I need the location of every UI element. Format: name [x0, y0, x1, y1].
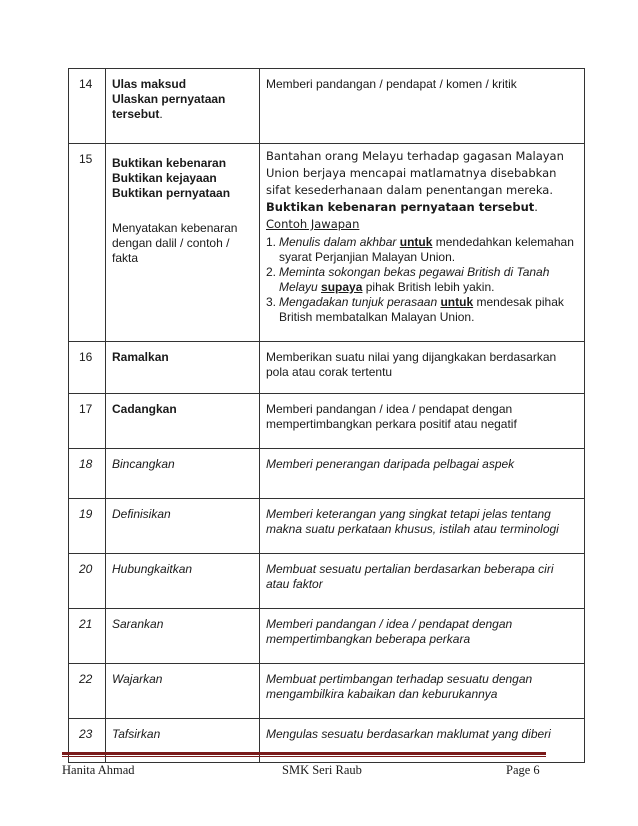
table-row [69, 449, 585, 499]
term-cell [106, 69, 260, 144]
row-number: 14 [69, 69, 106, 144]
list-item: 2. Meminta sokongan bekas pegawai British di Tanah Melayu supaya pihak British lebih yakin. [266, 265, 550, 294]
term-line: Buktikan kejayaan [112, 171, 217, 185]
meaning-cell: Memberi keterangan yang singkat tetapi jelas tentang makna suatu perkataan khusus, istilah atau terminologi [260, 499, 585, 554]
meaning-cell: Membuat sesuatu pertalian berdasarkan beberapa ciri atau faktor [260, 554, 585, 609]
term-cell: Wajarkan [106, 664, 260, 719]
term-line: Ulaskan pernyataan [112, 92, 226, 106]
term-cell: Sarankan [106, 609, 260, 664]
table-row [69, 664, 585, 719]
list-item: 3. Mengadakan tunjuk perasaan untuk mendesak pihak British membatalkan Malayan Union. [266, 295, 564, 324]
term-cell: Bincangkan [106, 449, 260, 499]
meaning-cell: Membuat pertimbangan terhadap sesuatu dengan mengambilkira kabaikan dan keburukannya [260, 664, 585, 719]
footer-page-number: Page 6 [506, 763, 540, 777]
table-row [69, 394, 585, 449]
row-number: 20 [69, 554, 106, 609]
meaning-cell: Memberikan suatu nilai yang dijangkakan berdasarkan pola atau corak tertentu [260, 342, 585, 394]
term-cell: Definisikan [106, 499, 260, 554]
term-cell: Tafsirkan [106, 719, 260, 763]
question-text: Bantahan orang Melayu terhadap gagasan Malayan Union berjaya mencapai matlamatnya disebabkan sifat kesederhanaan dalam penentangan mereka. Buktikan kebenaran pernyataan tersebut. [266, 149, 564, 214]
row-number: 22 [69, 664, 106, 719]
meaning-cell [260, 144, 585, 342]
term-cell [106, 144, 260, 342]
term-line: Buktikan pernyataan [112, 186, 231, 200]
meaning-cell: Memberi pandangan / pendapat / komen / kritik [260, 69, 585, 144]
term-note: Menyatakan kebenaran dengan dalil / contoh / fakta [112, 221, 238, 265]
row-number: 19 [69, 499, 106, 554]
term-cell: Hubungkaitkan [106, 554, 260, 609]
term-cell: Ramalkan [106, 342, 260, 394]
table-row [69, 554, 585, 609]
term-line: Ulas maksud [112, 77, 187, 91]
footer-author: Hanita Ahmad [62, 763, 135, 777]
question-instruction: Buktikan kebenaran pernyataan tersebut [266, 200, 535, 214]
row-number: 17 [69, 394, 106, 449]
term-plain-part: . [159, 107, 163, 121]
row-number: 18 [69, 449, 106, 499]
example-label: Contoh Jawapan [266, 217, 360, 231]
meaning-cell: Memberi pandangan / idea / pendapat dengan mempertimbangkan perkara positif atau negatif [260, 394, 585, 449]
footer-school: SMK Seri Raub [282, 763, 362, 777]
table-row [69, 69, 585, 144]
table-row [69, 342, 585, 394]
footer-rule-thin [62, 756, 546, 757]
meaning-cell: Mengulas sesuatu berdasarkan maklumat yang diberi [260, 719, 585, 763]
meaning-cell: Memberi penerangan daripada pelbagai aspek [260, 449, 585, 499]
example-answers [266, 235, 578, 325]
table-row [69, 609, 585, 664]
row-number: 15 [69, 144, 106, 342]
row-number: 21 [69, 609, 106, 664]
term-line: Buktikan kebenaran [112, 156, 227, 170]
term-line [112, 107, 253, 122]
footer-rule [62, 752, 546, 755]
question-statement: Bantahan orang Melayu terhadap gagasan Malayan Union berjaya mencapai matlamatnya disebabkan sifat kesederhanaan dalam penentangan mereka. [266, 149, 564, 197]
row-number: 23 [69, 719, 106, 763]
list-item: 1. Menulis dalam akhbar untuk mendedahkan kelemahan syarat Perjanjian Malayan Union. [266, 235, 574, 264]
row-number: 16 [69, 342, 106, 394]
term-bold-part: tersebut [112, 107, 160, 121]
terms-table [68, 68, 585, 763]
table-row [69, 499, 585, 554]
meaning-cell: Memberi pandangan / idea / pendapat dengan mempertimbangkan beberapa perkara [260, 609, 585, 664]
table-row [69, 144, 585, 342]
term-cell: Cadangkan [106, 394, 260, 449]
